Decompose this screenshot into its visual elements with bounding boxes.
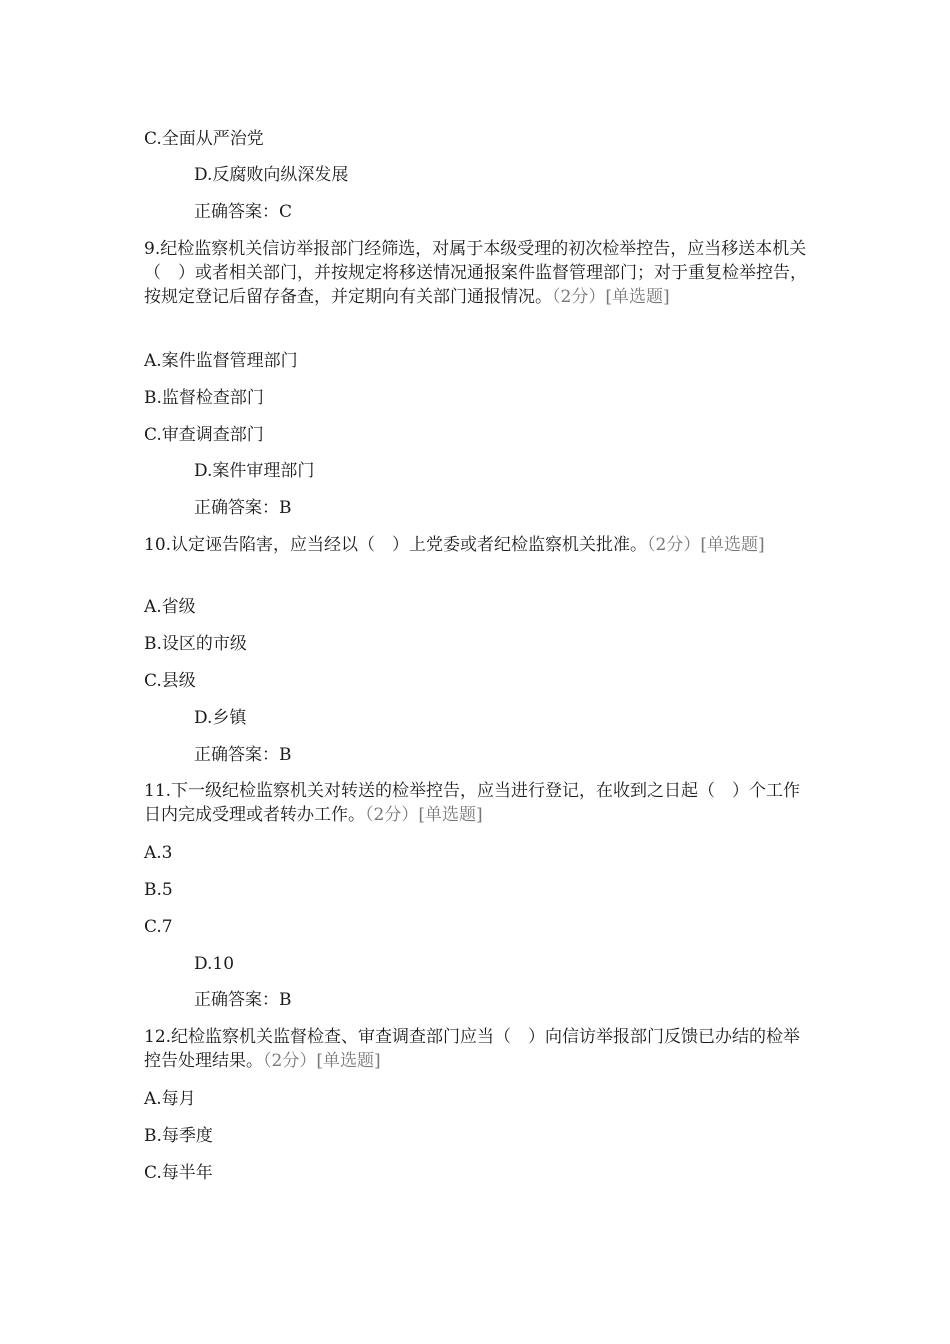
correct-answer: 正确答案：B: [194, 498, 292, 518]
question-10-text: 10.认定诬告陷害，应当经以（ ）上党委或者纪检监察机关批准。: [144, 535, 648, 555]
question-11-text: 11.下一级纪检监察机关对转送的检举控告，应当进行登记，在收到之日起（ ）个工作日内完成受理或者转办工作。: [144, 781, 801, 825]
option-c: C.7: [144, 917, 173, 937]
question-10: [144, 533, 809, 557]
question-12-meta: （2分）[单选题]: [263, 1051, 381, 1071]
question-11: [144, 779, 809, 827]
question-10-meta: （2分）[单选题]: [647, 535, 765, 555]
question-12: [144, 1025, 809, 1073]
question-11-meta: （2分）[单选题]: [365, 805, 483, 825]
question-12-text: 12.纪检监察机关监督检查、审查调查部门应当（ ）向信访举报部门反馈已办结的检举控告处理结果。: [144, 1027, 801, 1071]
correct-answer: 正确答案：B: [194, 745, 292, 765]
option-d: D.10: [194, 954, 235, 974]
option-c: C.县级: [144, 671, 196, 691]
option-b: B.设区的市级: [144, 634, 247, 654]
option-d: D.案件审理部门: [194, 461, 315, 481]
option-c: C.审查调查部门: [144, 425, 264, 445]
option-c: C.每半年: [144, 1163, 213, 1183]
question-9-text: 9.纪检监察机关信访举报部门经筛选，对属于本级受理的初次检举控告，应当移送本机关（ ）或者相关部门，并按规定将移送情况通报案件监督管理部门；对于重复检举控告，按规定登记后留存备查，并定期向有关部门通报情况。: [144, 239, 807, 307]
option-d: D.乡镇: [194, 708, 247, 728]
option-c: C.全面从严治党: [144, 129, 264, 149]
question-9: [144, 237, 809, 309]
option-b: B.每季度: [144, 1126, 213, 1146]
correct-answer: 正确答案：C: [194, 202, 293, 222]
option-a: A.案件监督管理部门: [144, 351, 298, 371]
option-b: B.监督检查部门: [144, 388, 264, 408]
option-a: A.省级: [144, 597, 196, 617]
correct-answer: 正确答案：B: [194, 990, 292, 1010]
option-a: A.3: [144, 843, 173, 863]
option-d: D.反腐败向纵深发展: [194, 165, 349, 185]
option-b: B.5: [144, 880, 173, 900]
option-a: A.每月: [144, 1089, 196, 1109]
question-9-meta: （2分）[单选题]: [552, 287, 670, 307]
